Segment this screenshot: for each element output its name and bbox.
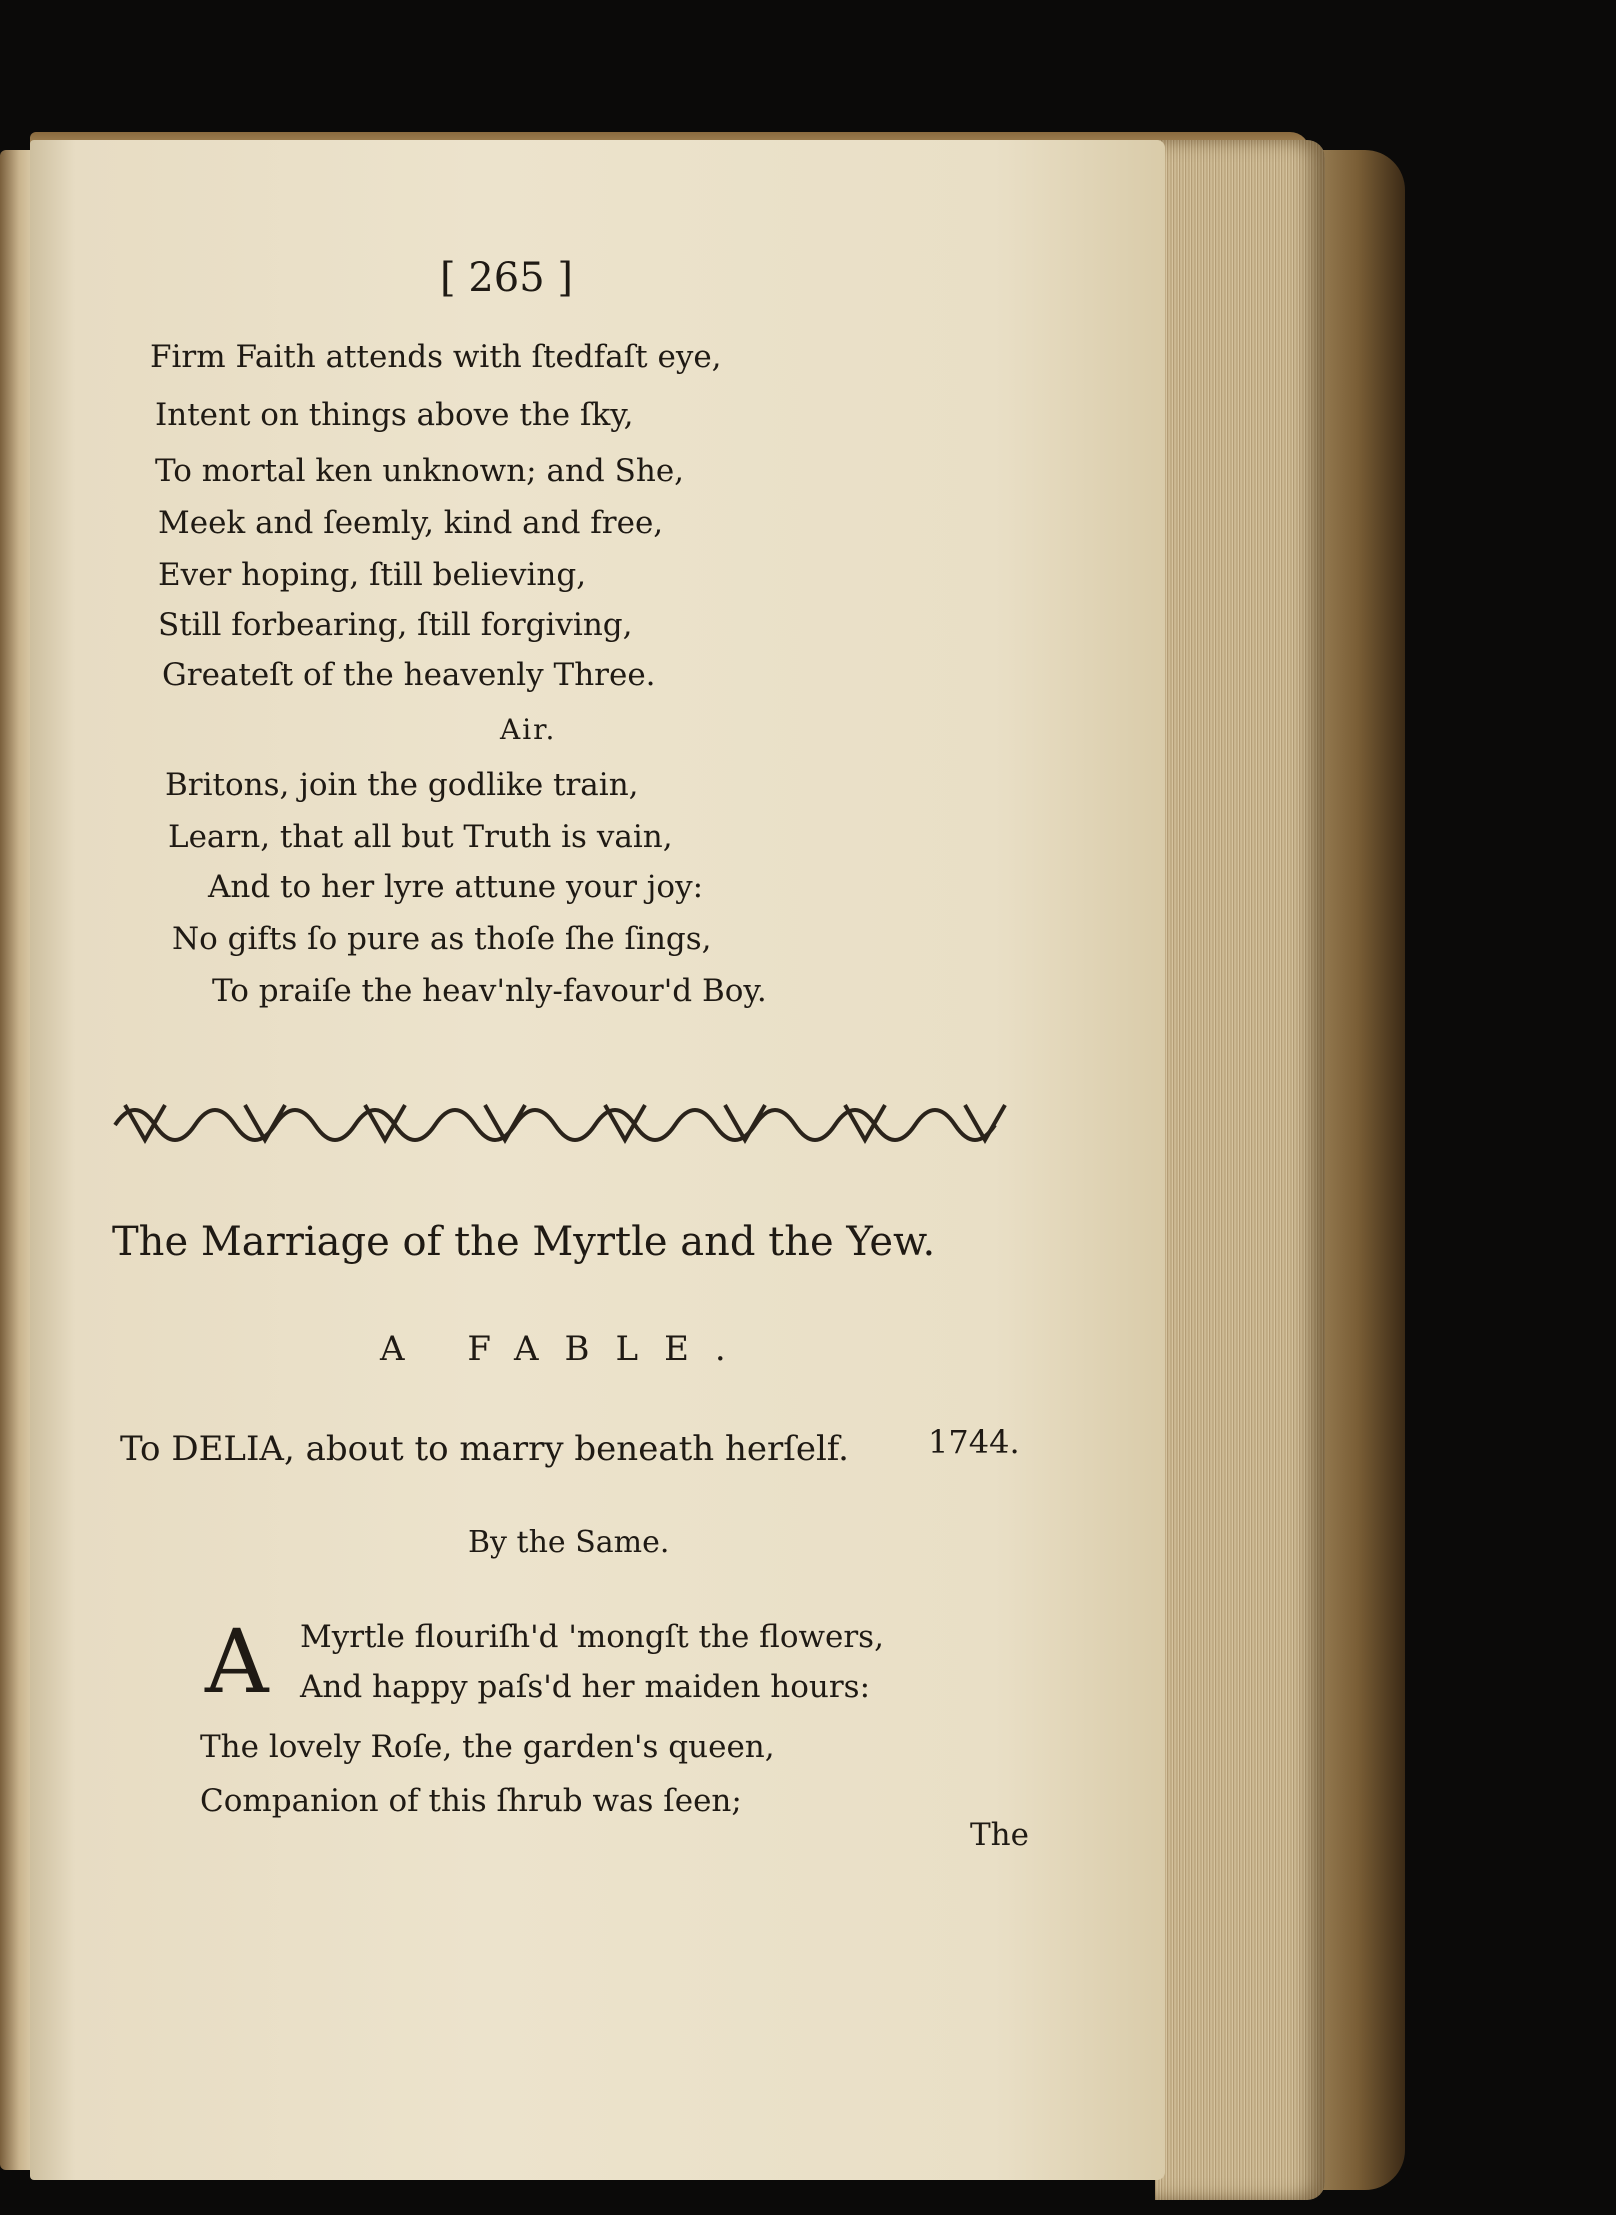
verse-line: No gifts ſo pure as thoſe ſhe ſings, xyxy=(172,921,712,957)
verse-line: And to her lyre attune your joy: xyxy=(208,869,704,905)
verse-line: To mortal ken unknown; and She, xyxy=(155,453,685,489)
book-page xyxy=(30,140,1165,2180)
catchword: The xyxy=(970,1817,1029,1853)
verse-line: Companion of this ſhrub was ſeen; xyxy=(200,1783,742,1819)
poem-subtitle: A FABLE. xyxy=(380,1329,752,1369)
page-stack-edges xyxy=(1155,140,1325,2200)
verse-line: Learn, that all but Truth is vain, xyxy=(168,819,673,855)
verse-line: Still forbearing, ſtill forgiving, xyxy=(158,607,633,643)
verse-line: Meek and ſeemly, kind and free, xyxy=(158,505,664,541)
poem-title: The Marriage of the Myrtle and the Yew. xyxy=(112,1219,936,1265)
byline: By the Same. xyxy=(468,1525,670,1560)
verse-line: The lovely Roſe, the garden's queen, xyxy=(200,1729,775,1765)
verse-line: Firm Faith attends with ſtedfaſt eye, xyxy=(150,339,722,375)
dedication: To DELIA, about to marry beneath herſelf. xyxy=(120,1429,849,1469)
year: 1744. xyxy=(928,1423,1020,1461)
verse-line: And happy paſs'd her maiden hours: xyxy=(300,1669,871,1705)
previous-page-edge xyxy=(0,150,32,2170)
verse-line: Britons, join the godlike train, xyxy=(165,767,639,803)
decorative-ornament-band xyxy=(105,1085,1025,1155)
verse-line: Ever hoping, ſtill believing, xyxy=(158,557,587,593)
verse-line: To praiſe the heav'nly-favour'd Boy. xyxy=(212,973,767,1009)
page-number: [ 265 ] xyxy=(440,255,573,301)
verse-line: Intent on things above the ſky, xyxy=(155,397,634,433)
air-heading: Air. xyxy=(500,713,557,746)
verse-line: Myrtle flouriſh'd 'mongſt the flowers, xyxy=(300,1619,884,1655)
verse-line: Greateſt of the heavenly Three. xyxy=(162,657,656,693)
drop-cap: A xyxy=(205,1610,269,1713)
